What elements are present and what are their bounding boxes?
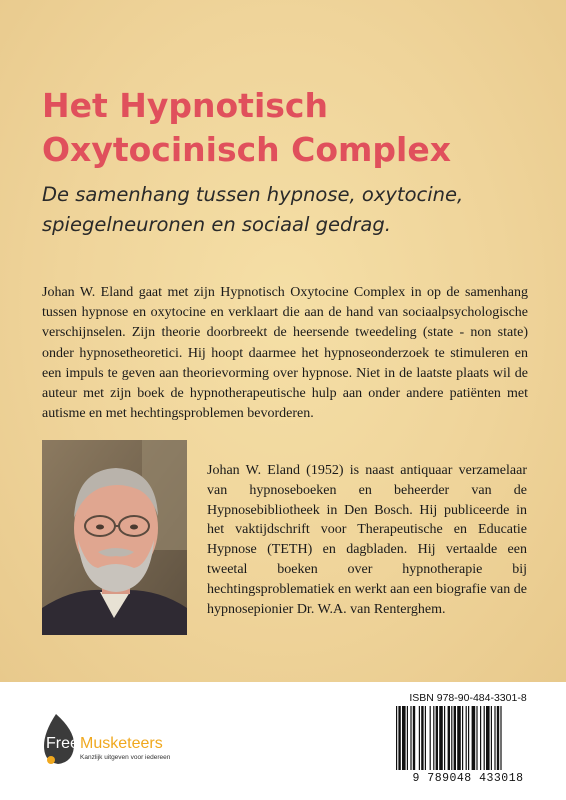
barcode-bars	[396, 706, 540, 772]
author-portrait-photo	[42, 440, 187, 635]
barcode-bar	[433, 706, 434, 770]
barcode-bar	[444, 706, 445, 770]
barcode-bar	[439, 706, 443, 770]
barcode-bar	[398, 706, 400, 770]
barcode-bar	[419, 706, 420, 770]
book-subtitle-line-1: De samenhang tussen hypnose, oxytocine,	[42, 183, 464, 206]
barcode-bar	[500, 706, 501, 770]
barcode-bar	[476, 706, 477, 770]
barcode-bar	[425, 706, 426, 770]
barcode-bar	[484, 706, 485, 770]
barcode-bar	[421, 706, 423, 770]
barcode-bar	[396, 706, 397, 770]
barcode-bar	[494, 706, 495, 770]
barcode-bar	[413, 706, 415, 770]
barcode-number: 9 789048 433018	[412, 772, 524, 785]
book-title-line-1: Het Hypnotisch	[42, 86, 328, 125]
book-title-line-2: Oxytocinisch Complex	[42, 130, 452, 169]
publisher-tagline: Kanzlijk uitgeven voor iedereen	[80, 754, 171, 761]
barcode-bar	[402, 706, 406, 770]
isbn-label: ISBN 978-90-484-3301-8	[409, 692, 527, 704]
barcode-bar	[466, 706, 467, 770]
barcode-bar	[407, 706, 408, 770]
book-title	[42, 84, 542, 172]
barcode-bar	[462, 706, 463, 770]
barcode-bar	[454, 706, 456, 770]
barcode-bar	[472, 706, 476, 770]
publisher-logo	[44, 710, 244, 774]
barcode-bar	[430, 706, 431, 770]
publisher-name-free: Free	[46, 735, 79, 752]
barcode-bar	[468, 706, 469, 770]
book-subtitle	[42, 180, 542, 240]
book-blurb: Johan W. Eland gaat met zijn Hypnotisch Oxytocine Complex in op de samenhang tussen hypnose en oxytocine en verklaart die aan de hand van sociaalpsychologische verschijnselen. Zijn theorie doorbreekt de heersende tweedeling (state - non state) onder hypnosetheoretici. Hij hoopt daarmee het hypnoseonderzoek te stimuleren en een impuls te geven aan theorievorming over hypnose. Niet in de laatste plaats wil de auteur met zijn boek de hypnotherapeutische hulp aan onder andere patiënten met autisme en met hechtingsproblemen bevorderen.	[42, 285, 528, 422]
barcode-bar	[486, 706, 490, 770]
author-bio: Johan W. Eland (1952) is naast antiquaar verzamelaar van hypnoseboeken en beheerder van de Hypnosebibliotheek in Den Bosch. Hij publiceerde in het vaktijdschrift voor Therapeutische en Educatie Hypnose (TETH) en dagbladen. Hij vertaalde een tweetal boeken over hypnotherapie bij hechtingsproblematiek en werkt aan een biografie van de hypnosepionier Dr. W.A. van Renterghem.	[207, 463, 527, 617]
barcode-bar	[491, 706, 492, 770]
barcode-bar	[457, 706, 461, 770]
isbn-barcode	[384, 692, 552, 788]
barcode-bar	[480, 706, 481, 770]
barcode-bar	[451, 706, 452, 770]
barcode-bar	[497, 706, 499, 770]
barcode-bar	[448, 706, 450, 770]
publisher-name-musketeers: Musketeers	[80, 735, 163, 752]
book-subtitle-line-2: spiegelneuronen en sociaal gedrag.	[42, 213, 391, 236]
barcode-bar	[436, 706, 438, 770]
barcode-bar	[410, 706, 411, 770]
